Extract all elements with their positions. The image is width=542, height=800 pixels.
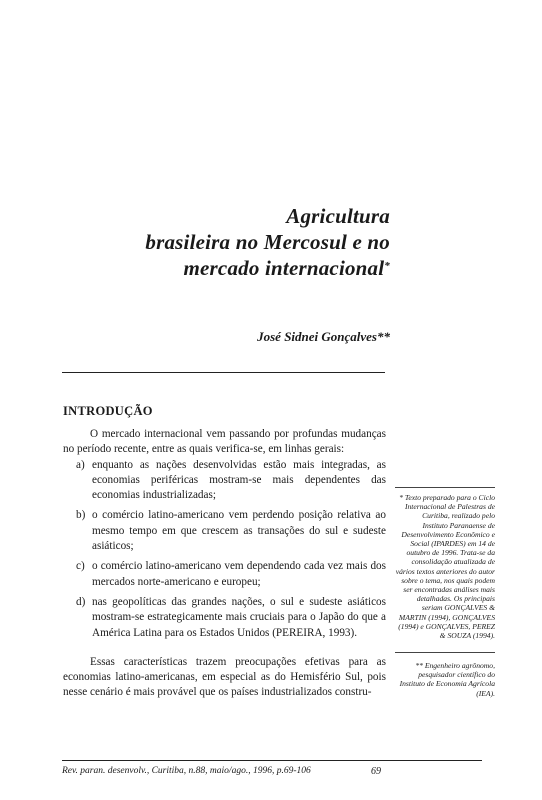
list-item-text: o comércio latino-americano vem dependendo cada vez mais dos mercados norte-americano e europeu;	[92, 560, 386, 588]
list-item	[63, 559, 386, 590]
list-marker: b)	[76, 509, 86, 522]
body-text	[63, 427, 386, 701]
footnote-1: * Texto preparado para o Ciclo Internacional de Palestras de Curitiba, realizado pelo Instituto Paranaense de Desenvolvimento Econômico e Social (IPARDES) em 14 de outubro de 1996. Trata-se da consolidação atualizada de vários textos anteriores do autor sobre o tema, nos quais podem ser encontradas análises mais detalhadas. Os principais seriam GONÇALVES & MARTIN (1994), GONÇALVES (1994) e GONÇALVES, PEREZ & SOUZA (1994).	[395, 493, 495, 641]
list-item	[63, 458, 386, 504]
author-name: José Sidnei Gonçalves**	[257, 329, 390, 344]
title-line-1: Agricultura	[286, 204, 390, 228]
list-marker: d)	[76, 595, 86, 608]
footnote-divider-top	[395, 487, 495, 488]
list-item-text: nas geopolíticas das grandes nações, o sul e sudeste asiáticos mostram-se estrategicamente mais cruciais para o Japão do que a América Latina para os Estados Unidos (PEREIRA, 1993).	[92, 595, 386, 639]
list-item-text: o comércio latino-americano vem perdendo posição relativa ao mesmo tempo em que crescem as transações do sul e sudeste asiáticos;	[92, 509, 386, 553]
header-divider	[62, 372, 385, 373]
footer-divider	[62, 760, 482, 761]
paragraph-spacer	[63, 641, 386, 655]
title-footnote-marker: *	[384, 260, 390, 272]
article-title	[145, 203, 390, 281]
list-marker: a)	[76, 458, 85, 471]
closing-paragraph: Essas características trazem preocupações efetivas para as economias latino-americanas, em especial as do Hemisfério Sul, pois nesse cenário é mais provável que os países industrializados constru-	[63, 655, 386, 699]
list-marker: c)	[76, 560, 85, 573]
list-item	[63, 508, 386, 554]
changes-list	[63, 458, 386, 641]
list-item-text: enquanto as nações desenvolvidas estão mais integradas, as economias periféricas mostram-se mais dependentes das economias industrializadas;	[92, 458, 386, 502]
section-heading: INTRODUÇÃO	[63, 404, 153, 418]
title-line-3	[145, 255, 390, 281]
footnote-2: ** Engenheiro agrônomo, pesquisador científico do Instituto de Economia Agrícola (IEA).	[399, 661, 495, 698]
title-line-3-text: mercado internacional	[183, 256, 385, 280]
page-number: 69	[371, 766, 381, 777]
intro-paragraph: O mercado internacional vem passando por profundas mudanças no período recente, entre as quais verifica-se, em linhas gerais:	[63, 428, 386, 456]
footer-citation: Rev. paran. desenvolv., Curitiba, n.88, maio/ago., 1996, p.69-106	[62, 766, 311, 776]
title-line-2: brasileira no Mercosul e no	[145, 230, 390, 254]
list-item	[63, 595, 386, 641]
footnote-divider	[395, 652, 495, 653]
